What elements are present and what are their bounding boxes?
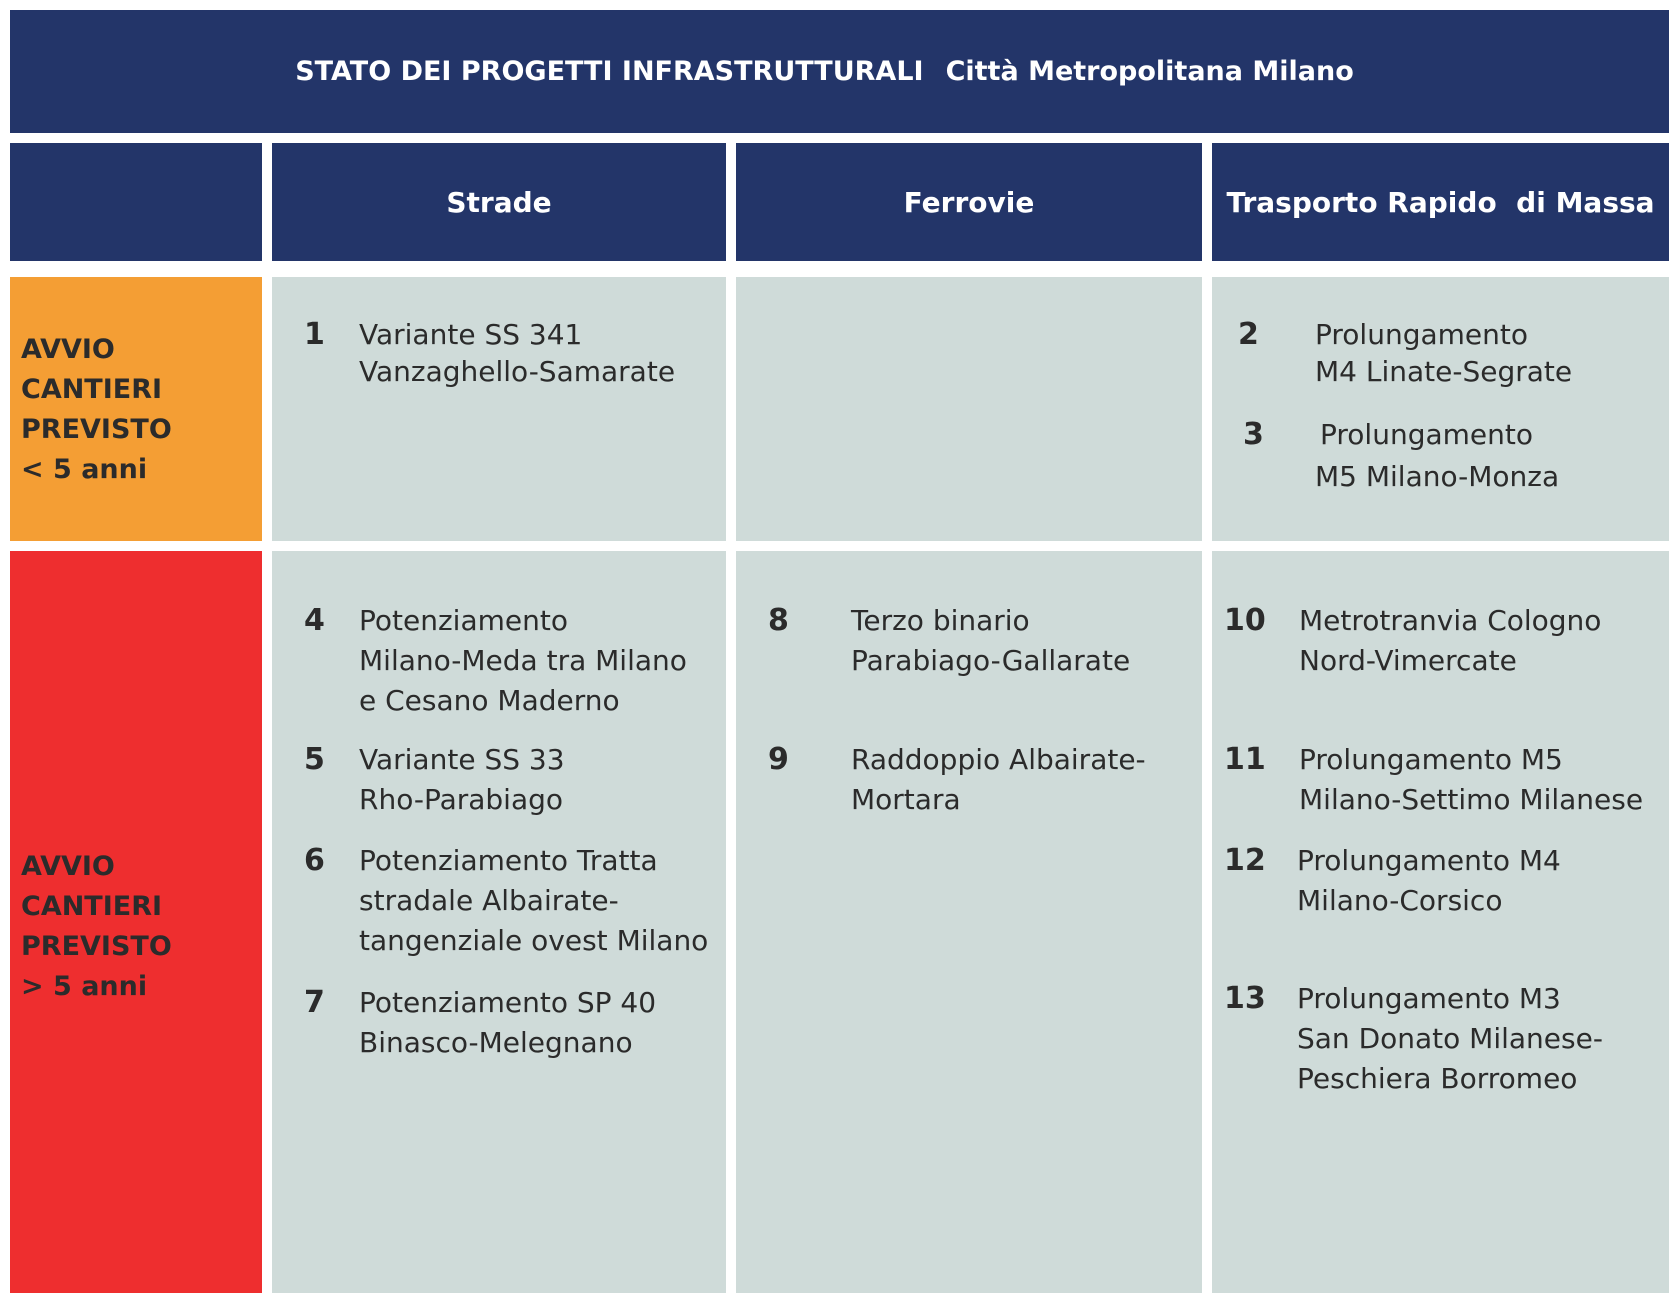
project-line: Prolungamento M4 — [1297, 844, 1561, 877]
project-line: Variante SS 33 — [359, 743, 565, 776]
project-number: 3 — [1243, 417, 1264, 452]
project-line: stradale Albairate- — [359, 884, 619, 917]
project-line: Metrotranvia Cologno — [1299, 604, 1602, 637]
project-line: Potenziamento Tratta — [359, 844, 658, 877]
project-line: Potenziamento SP 40 — [359, 986, 657, 1019]
header-empty-cell — [10, 143, 262, 261]
header-strade — [272, 143, 726, 261]
project-number: 12 — [1224, 843, 1266, 878]
title-main: STATO DEI PROGETTI INFRASTRUTTURALI — [295, 56, 924, 87]
project-number: 13 — [1224, 981, 1266, 1016]
project-line: Binasco-Melegnano — [359, 1026, 633, 1059]
project-line: Prolungamento M5 — [1299, 743, 1563, 776]
cell-long-ferrovie — [736, 551, 1202, 1293]
cell-short-ferrovie — [736, 277, 1202, 541]
project-line: M5 Milano-Monza — [1315, 460, 1560, 493]
project-line: Terzo binario — [851, 604, 1030, 637]
header-ferrovie — [736, 143, 1202, 261]
cell-long-trasporto — [1212, 551, 1669, 1293]
project-line: Raddoppio Albairate- — [851, 743, 1146, 776]
project-number: 1 — [304, 317, 325, 352]
project-line: Milano-Corsico — [1297, 884, 1503, 917]
project-line: Milano-Meda tra Milano — [359, 644, 687, 677]
project-number: 11 — [1224, 742, 1266, 777]
project-line: Vanzaghello-Samarate — [359, 355, 676, 388]
project-line: Variante SS 341 — [359, 318, 583, 351]
project-line: Potenziamento — [359, 604, 568, 637]
project-line: Prolungamento — [1315, 318, 1528, 351]
project-number: 6 — [304, 843, 325, 878]
project-number: 8 — [768, 603, 789, 638]
project-number: 10 — [1224, 603, 1266, 638]
row-long-line1: AVVIO CANTIERI — [21, 851, 163, 922]
project-line: Prolungamento M3 — [1297, 982, 1561, 1015]
cell-short-strade — [272, 277, 726, 541]
project-line: Parabiago-Gallarate — [851, 644, 1131, 677]
header-ferrovie-label: Ferrovie — [903, 185, 1035, 219]
row-long-line2: PREVISTO — [21, 931, 172, 962]
project-line: Peschiera Borromeo — [1297, 1062, 1578, 1095]
title-sub: Città Metropolitana Milano — [945, 56, 1354, 87]
project-line: tangenziale ovest Milano — [359, 924, 709, 957]
project-line: Prolungamento — [1320, 418, 1533, 451]
project-number: 5 — [304, 742, 325, 777]
row-short-line1: AVVIO CANTIERI — [21, 334, 163, 405]
row-short-line2: PREVISTO — [21, 414, 172, 445]
cell-short-trasporto — [1212, 277, 1669, 541]
project-number: 4 — [304, 603, 325, 638]
row-label-short — [10, 277, 262, 541]
project-line: Rho-Parabiago — [359, 783, 564, 816]
row-long-line3: > 5 anni — [21, 971, 148, 1002]
project-line: M4 Linate-Segrate — [1315, 355, 1573, 388]
cell-long-strade — [272, 551, 726, 1293]
header-trasporto-label: Trasporto Rapido di Massa — [1226, 185, 1655, 219]
row-short-line3: < 5 anni — [21, 454, 148, 485]
page-title — [10, 10, 1669, 133]
project-number: 7 — [304, 985, 325, 1020]
header-strade-label: Strade — [446, 185, 552, 219]
row-label-long — [10, 551, 262, 1293]
project-line: e Cesano Maderno — [359, 684, 620, 717]
project-line: Nord-Vimercate — [1299, 644, 1517, 677]
project-number: 9 — [768, 742, 789, 777]
project-line: Mortara — [851, 783, 961, 816]
project-line: San Donato Milanese- — [1297, 1022, 1603, 1055]
project-number: 2 — [1238, 317, 1259, 352]
header-trasporto — [1212, 143, 1669, 261]
project-line: Milano-Settimo Milanese — [1299, 783, 1644, 816]
